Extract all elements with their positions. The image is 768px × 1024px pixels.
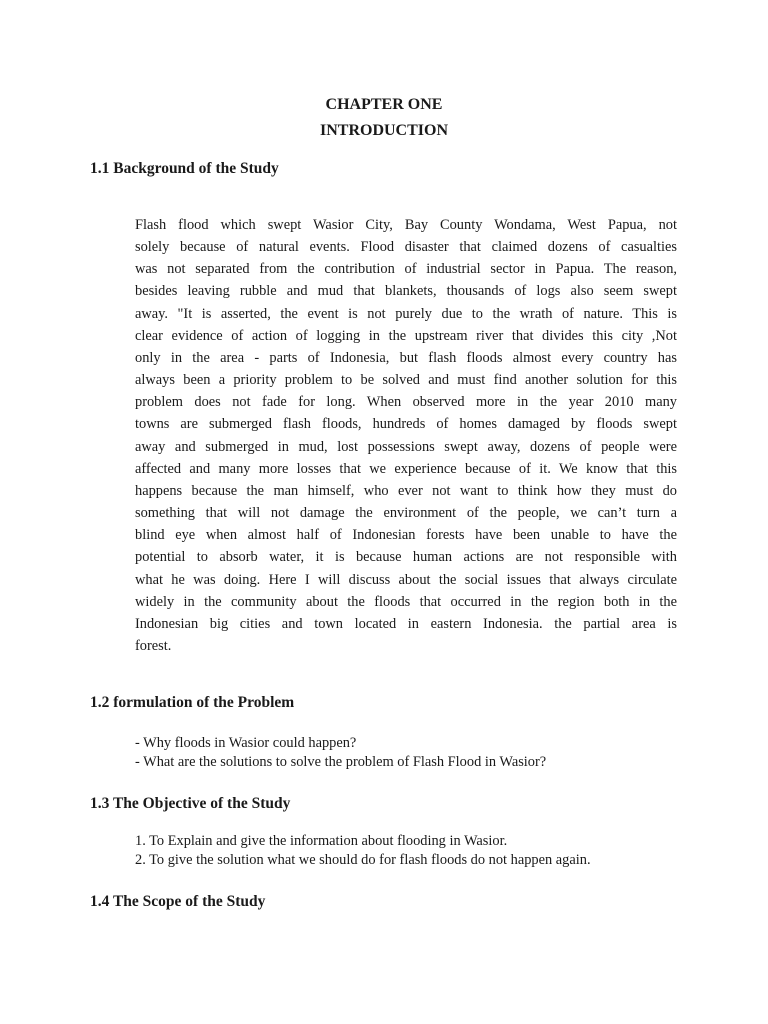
section-heading-background: 1.1 Background of the Study — [90, 160, 279, 177]
paragraph-line: widely in the community about the floods that occurred in the region both in the — [135, 593, 677, 610]
paragraph-line: something that will not damage the environment of the people, we can’t turn a — [135, 505, 677, 522]
problem-list — [135, 734, 546, 772]
paragraph-line: was not separated from the contribution of industrial sector in Papua. The reason, — [135, 261, 677, 278]
paragraph-line: always been a priority problem to be solved and must find another solution for this — [135, 372, 677, 389]
list-item: - What are the solutions to solve the problem of Flash Flood in Wasior? — [135, 754, 547, 770]
list-item: 1. To Explain and give the information about flooding in Wasior. — [135, 833, 508, 849]
paragraph-line: happens because the man himself, who ever not want to think how they must do — [135, 482, 677, 499]
section-heading-scope: 1.4 The Scope of the Study — [90, 893, 266, 910]
paragraph-line: Indonesian big cities and town located in eastern Indonesia. the partial area is — [135, 615, 677, 632]
paragraph-line: blind eye when almost half of Indonesian forests have been unable to have the — [135, 527, 677, 544]
paragraph-line: forest. — [135, 637, 172, 654]
section-heading-objective: 1.3 The Objective of the Study — [90, 795, 291, 812]
paragraph-line: potential to absorb water, it is because human actions are not responsible with — [135, 549, 677, 566]
list-item: - Why floods in Wasior could happen? — [135, 735, 357, 751]
paragraph-line: only in the area - parts of Indonesia, but flash floods almost every country has — [135, 349, 677, 366]
paragraph-line: towns are submerged flash floods, hundreds of homes damaged by floods swept — [135, 416, 677, 433]
paragraph-line: away. "It is asserted, the event is not purely due to the wrath of nature. This is — [135, 305, 677, 322]
section-heading-problem: 1.2 formulation of the Problem — [90, 694, 295, 711]
background-paragraph — [135, 214, 677, 657]
paragraph-line: away and submerged in mud, lost possessions swept away, dozens of people were — [135, 438, 677, 455]
paragraph-line: problem does not fade for long. When observed more in the year 2010 many — [135, 394, 677, 411]
chapter-subtitle: INTRODUCTION — [319, 122, 448, 139]
paragraph-line: besides leaving rubble and mud that blankets, thousands of logs also seem swept — [135, 283, 677, 300]
list-item: 2. To give the solution what we should do for flash floods do not happen again. — [135, 852, 591, 868]
paragraph-line: Flash flood which swept Wasior City, Bay County Wondama, West Papua, not — [135, 217, 677, 233]
paragraph-line: clear evidence of action of logging in the upstream river that divides this city ,Not — [135, 327, 677, 344]
objective-list — [135, 832, 591, 870]
paragraph-line: what he was doing. Here I will discuss about the social issues that always circulate — [135, 571, 677, 588]
chapter-title: CHAPTER ONE — [325, 96, 443, 113]
paragraph-line: affected and many more losses that we experience because of it. We know that this — [135, 460, 677, 477]
paragraph-line: solely because of natural events. Flood disaster that claimed dozens of casualties — [135, 239, 677, 256]
